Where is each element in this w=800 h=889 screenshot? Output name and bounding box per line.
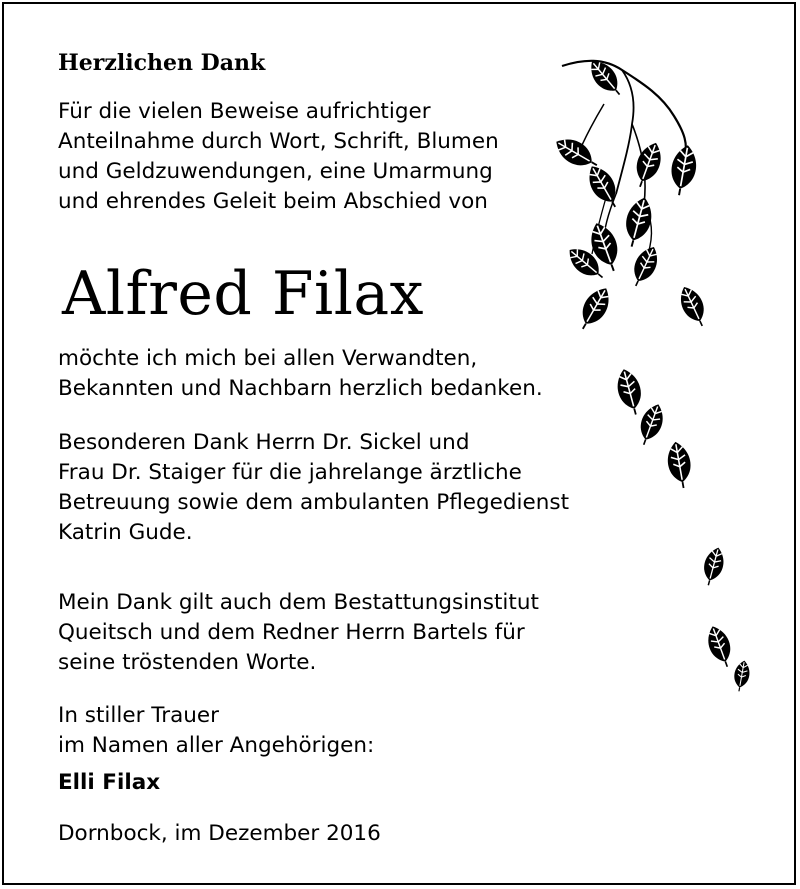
notice-frame (2, 2, 796, 885)
birch-branch-falling-leaves-icon (544, 44, 794, 704)
place-date: Dornbock, im Dezember 2016 (58, 821, 381, 846)
funeral-thanks-paragraph: Mein Dank gilt auch dem Bestattungsinstitut Queitsch und dem Redner Herrn Bartels für seine tröstenden Worte. (58, 590, 539, 675)
notice-heading: Herzlichen Dank (58, 50, 266, 76)
mourning-paragraph: In stiller Trauer im Namen aller Angehörigen: (58, 703, 375, 758)
deceased-name: Alfred Filax (62, 259, 425, 329)
special-thanks-paragraph: Besonderen Dank Herrn Dr. Sickel und Frau Dr. Staiger für die jahrelange ärztliche Betreuung sowie dem ambulanten Pflegedienst Katrin Gude. (58, 430, 569, 545)
intro-paragraph: Für die vielen Beweise aufrichtiger Anteilnahme durch Wort, Schrift, Blumen und Geldzuwendungen, eine Umarmung und ehrendes Geleit beim Abschied von (58, 99, 499, 214)
signer-name: Elli Filax (58, 770, 161, 795)
thanks-paragraph: möchte ich mich bei allen Verwandten, Bekannten und Nachbarn herzlich bedanken. (58, 346, 543, 401)
